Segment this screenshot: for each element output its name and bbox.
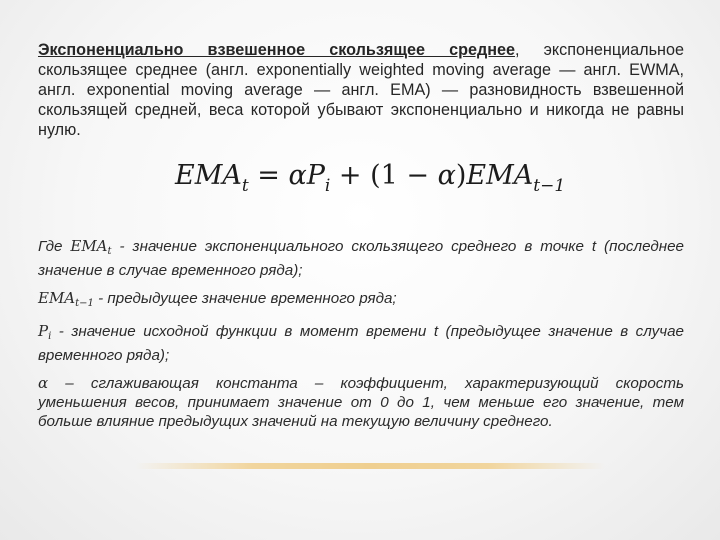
symbol-sub: t [107,246,112,257]
intro-text: , экспоненциальное скользящее среднее (англ. exponentially weighted moving average — англ. EWMA, англ. exponential moving average — англ. EMA) — разновидность взвешенной скользящей средней, веса которой убывают экспоненциально и никогда не равны нулю. [38,41,685,139]
definition-prefix: Где [38,238,71,255]
definition-text: - значение экспоненциального скользящего среднего в точке t (последнее значение в случае временного ряда); [38,238,684,279]
formula-lhs-sub: t [241,176,249,196]
definition-alpha [38,374,684,431]
symbol-alpha [38,374,48,392]
formula-close: ) [455,160,467,191]
symbol-base: EMA [38,289,76,307]
symbol-sub: t−1 [75,298,94,309]
formula-p-sub: i [324,176,331,196]
formula-rhs: EMA [466,160,534,191]
definitions-list [38,237,684,440]
term-title: Экспоненциально взвешенное скользящее среднее [38,41,516,59]
definition-ema-t [38,237,684,280]
formula-rhs-sub: t−1 [533,176,566,196]
decorative-divider [135,463,605,469]
formula-lhs: EMA [175,160,242,191]
symbol-ema-t-1 [38,289,94,307]
definition-text: – сглаживающая константа – коэффициент, характеризующий скорость уменьшения весов, принимает значение от 0 до 1, чем меньше его значение, тем больше влияние предыдущих значений на текущую величину среднего. [38,375,684,430]
symbol-base: EMA [70,237,108,255]
symbol-sub: i [48,331,52,342]
ema-formula [175,160,566,196]
symbol-base: P [38,322,49,340]
definition-text: - значение исходной функции в момент времени t (предыдущее значение в случае временного ряда); [38,323,684,364]
formula-p: P [306,160,325,191]
formula-alpha-2: α [437,160,456,191]
definition-p-i [38,322,684,365]
formula-plus: + (1 − [330,160,438,191]
symbol-ema-t [70,237,111,255]
symbol-p-i [38,322,51,340]
intro-paragraph [38,40,684,140]
definition-ema-t-1 [38,289,684,313]
formula-alpha: α [288,160,307,191]
formula-eq: = [248,160,289,191]
definition-text: - предыдущее значение временного ряда; [93,290,397,307]
symbol-base: α [38,374,49,392]
